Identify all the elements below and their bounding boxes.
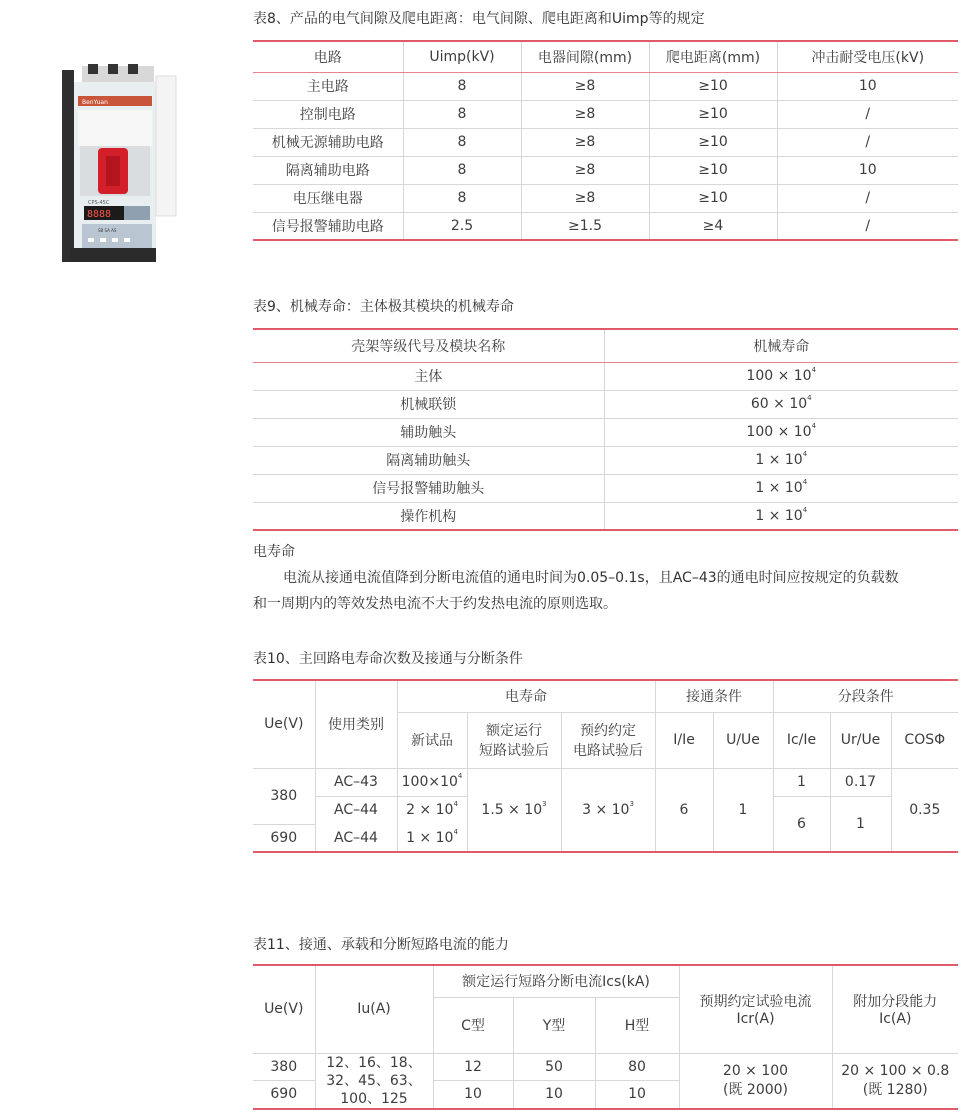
table-cell: AC–43 [315, 768, 397, 796]
table-row [253, 418, 958, 446]
table-cell: Icr(A) [736, 1011, 775, 1028]
t10-header-new: 新试品 [397, 712, 467, 768]
table-cell [467, 768, 561, 852]
table-cell: AC–44 [315, 796, 397, 824]
bottom-label: SB SA AS [98, 228, 117, 233]
table-cell: 10 [595, 1081, 679, 1109]
t10-header-ue: Ue(V) [253, 680, 315, 768]
elec-life-section [253, 539, 958, 617]
table-cell: / [777, 212, 958, 240]
table-cell: 100 × 10 [746, 424, 812, 440]
table-cell [832, 1053, 958, 1109]
table-cell: 8 [403, 128, 521, 156]
table-cell: 1 [773, 768, 830, 796]
table-cell: 50 [513, 1053, 595, 1081]
table-cell: 1.5 × 10 [481, 801, 543, 818]
table-cell: / [777, 100, 958, 128]
table-cell: 1 [713, 768, 773, 852]
table11 [253, 964, 958, 1110]
table-cell: 80 [595, 1053, 679, 1081]
table-cell: 380 [253, 1053, 315, 1081]
table-cell: 380 [253, 768, 315, 824]
table-cell [397, 768, 467, 796]
table-cell: 1 × 10 [755, 480, 803, 496]
table-cell: ≥10 [649, 128, 777, 156]
table-cell [604, 446, 958, 474]
table10-caption: 表10、主回路电寿命次数及接通与分断条件 [253, 651, 523, 667]
table-cell: 主电路 [253, 72, 403, 100]
table-cell: 控制电路 [253, 100, 403, 128]
table-cell: 隔离辅助电路 [253, 156, 403, 184]
table-cell [604, 362, 958, 390]
table-cell: 10 [433, 1081, 513, 1109]
t11-header-ic [832, 965, 958, 1053]
table-cell: 20 × 100 [722, 1062, 789, 1079]
table-cell: 信号报警辅助触头 [253, 474, 604, 502]
table-cell: 主体 [253, 362, 604, 390]
table-cell: 隔离辅助触头 [253, 446, 604, 474]
table-cell: 1 × 10 [755, 452, 803, 468]
table-cell: AC–44 [315, 824, 397, 852]
table-row [253, 184, 958, 212]
table-cell: Ic(A) [879, 1011, 912, 1028]
t10-header-break: 分段条件 [773, 680, 958, 712]
table-cell: ≥10 [649, 156, 777, 184]
table-cell: 8 [403, 72, 521, 100]
t11-header-icr [679, 965, 832, 1053]
table-cell: 10 [777, 156, 958, 184]
table-cell: (既 2000) [723, 1081, 789, 1098]
table9 [253, 328, 958, 531]
t11-header-h: H型 [595, 997, 679, 1053]
table-cell: 预期约定试验电流 [699, 994, 812, 1011]
table-cell [604, 502, 958, 530]
table-cell: ≥1.5 [521, 212, 649, 240]
model-text: CPS-45C [88, 200, 110, 206]
exponent: 3 [542, 799, 547, 808]
table-row [253, 156, 958, 184]
brand-text: BenYuan [82, 99, 108, 106]
table-cell: 8 [403, 100, 521, 128]
table-cell [397, 796, 467, 824]
t10-header-u-ue: U/Ue [713, 712, 773, 768]
table-cell: 1 [830, 796, 891, 852]
table-cell: ≥4 [649, 212, 777, 240]
t10-header-cos: COSΦ [891, 712, 958, 768]
table-cell: ≥10 [649, 72, 777, 100]
table-row [253, 1053, 958, 1081]
t11-header-ics: 额定运行短路分断电流Ics(kA) [433, 965, 679, 997]
table-row [253, 446, 958, 474]
table-cell: 690 [253, 824, 315, 852]
table-row [253, 965, 958, 997]
table-row [253, 474, 958, 502]
table-cell: 3 × 10 [582, 801, 630, 818]
table-cell: ≥10 [649, 100, 777, 128]
table10 [253, 679, 958, 853]
exponent: 4 [811, 366, 817, 374]
t8-header: 电器间隙(mm) [521, 41, 649, 72]
table-cell: 12、16、18、 [326, 1054, 422, 1071]
table-cell: ≥8 [521, 184, 649, 212]
table-cell: 1 × 10 [755, 507, 803, 524]
t8-header: 爬电距离(mm) [649, 41, 777, 72]
t8-header: Uimp(kV) [403, 41, 521, 72]
table-cell: (既 1280) [862, 1081, 928, 1098]
table-cell: 额定运行 [486, 723, 542, 739]
exponent: 4 [802, 478, 808, 486]
t10-header-rated [467, 712, 561, 768]
t11-header-iu: Iu(A) [315, 965, 433, 1053]
table-cell: 1 × 10 [406, 829, 454, 846]
table-cell [679, 1053, 832, 1109]
exponent: 4 [453, 800, 458, 809]
elec-life-title: 电寿命 [253, 544, 295, 560]
table-row [253, 100, 958, 128]
table11-caption: 表11、接通、承载和分断短路电流的能力 [253, 937, 509, 953]
table9-caption: 表9、机械寿命：主体极其模块的机械寿命 [253, 299, 514, 315]
table-cell: ≥8 [521, 128, 649, 156]
table-cell: 电路试验后 [573, 743, 643, 759]
t10-header-category: 使用类别 [315, 680, 397, 768]
exponent: 4 [453, 827, 458, 836]
t9-header: 壳架等级代号及模块名称 [253, 329, 604, 362]
table-cell: 2 × 10 [406, 802, 454, 819]
table-cell: 机械联锁 [253, 390, 604, 418]
table-cell: 100 × 10 [746, 368, 812, 384]
table-cell [315, 1053, 433, 1109]
table-cell: / [777, 184, 958, 212]
t10-header-ic-ie: Ic/Ie [773, 712, 830, 768]
table-cell [397, 824, 467, 852]
table-cell: 10 [513, 1081, 595, 1109]
table-cell [604, 390, 958, 418]
table-cell: 短路试验后 [479, 743, 549, 759]
table8 [253, 40, 958, 241]
table-row [253, 362, 958, 390]
table-row [253, 212, 958, 240]
table-cell: 6 [773, 796, 830, 852]
table-row [253, 390, 958, 418]
elec-life-line2: 和一周期内的等效发热电流不大于约发热电流的原则选取。 [253, 596, 617, 612]
t10-header-life: 电寿命 [397, 680, 655, 712]
table-row [253, 680, 958, 712]
digit-display: 8888 [87, 209, 112, 220]
table-cell: ≥8 [521, 156, 649, 184]
table-cell [604, 474, 958, 502]
table-cell: 100×10 [401, 774, 458, 790]
table-cell: 12 [433, 1053, 513, 1081]
table-cell: 辅助触头 [253, 418, 604, 446]
t9-header: 机械寿命 [604, 329, 958, 362]
table8-caption: 表8、产品的电气间隙及爬电距离：电气间隙、爬电距离和Uimp等的规定 [253, 11, 705, 27]
table-cell: 电压继电器 [253, 184, 403, 212]
table-cell: 操作机构 [253, 502, 604, 530]
table-cell: 690 [253, 1081, 315, 1109]
table-cell: 8 [403, 184, 521, 212]
table-cell: 2.5 [403, 212, 521, 240]
t11-header-c: C型 [433, 997, 513, 1053]
exponent: 4 [807, 394, 812, 402]
table-row [253, 502, 958, 530]
exponent: 4 [811, 422, 817, 430]
t8-header: 冲击耐受电压(kV) [777, 41, 958, 72]
table-cell: ≥8 [521, 72, 649, 100]
table-cell: 0.35 [891, 768, 958, 852]
t10-header-i-ie: I/Ie [655, 712, 713, 768]
product-image [58, 62, 178, 264]
t10-header-ur-ue: Ur/Ue [830, 712, 891, 768]
table-cell: 32、45、63、 [326, 1072, 422, 1089]
table-cell: ≥10 [649, 184, 777, 212]
t10-header-make: 接通条件 [655, 680, 773, 712]
table-row [253, 329, 958, 362]
table-cell: 20 × 100 × 0.8 [841, 1062, 950, 1079]
exponent: 4 [802, 505, 808, 514]
elec-life-line1: 电流从接通电流值降到分断电流值的通电时间为0.05–0.1s，且AC–43的通电时间应按规定的负载数 [283, 570, 899, 586]
table-cell: 预约约定 [580, 723, 636, 739]
table-cell: 信号报警辅助电路 [253, 212, 403, 240]
table-cell: 机械无源辅助电路 [253, 128, 403, 156]
t11-header-y: Y型 [513, 997, 595, 1053]
table-row [253, 72, 958, 100]
table-cell: 6 [655, 768, 713, 852]
table-cell [561, 768, 655, 852]
table-cell [604, 418, 958, 446]
exponent: 4 [802, 450, 808, 458]
table-cell: 0.17 [830, 768, 891, 796]
table-row [253, 768, 958, 796]
t11-header-ue: Ue(V) [253, 965, 315, 1053]
table-row [253, 41, 958, 72]
table-cell: 10 [777, 72, 958, 100]
table-row [253, 128, 958, 156]
table-cell: 60 × 10 [750, 396, 808, 412]
table-cell: 100、125 [340, 1090, 408, 1107]
table-cell: ≥8 [521, 100, 649, 128]
exponent: 4 [457, 772, 463, 780]
t10-header-agreed [561, 712, 655, 768]
exponent: 3 [629, 799, 634, 808]
table-cell: / [777, 128, 958, 156]
t8-header: 电路 [253, 41, 403, 72]
table-cell: 8 [403, 156, 521, 184]
table-cell: 附加分段能力 [853, 994, 938, 1011]
